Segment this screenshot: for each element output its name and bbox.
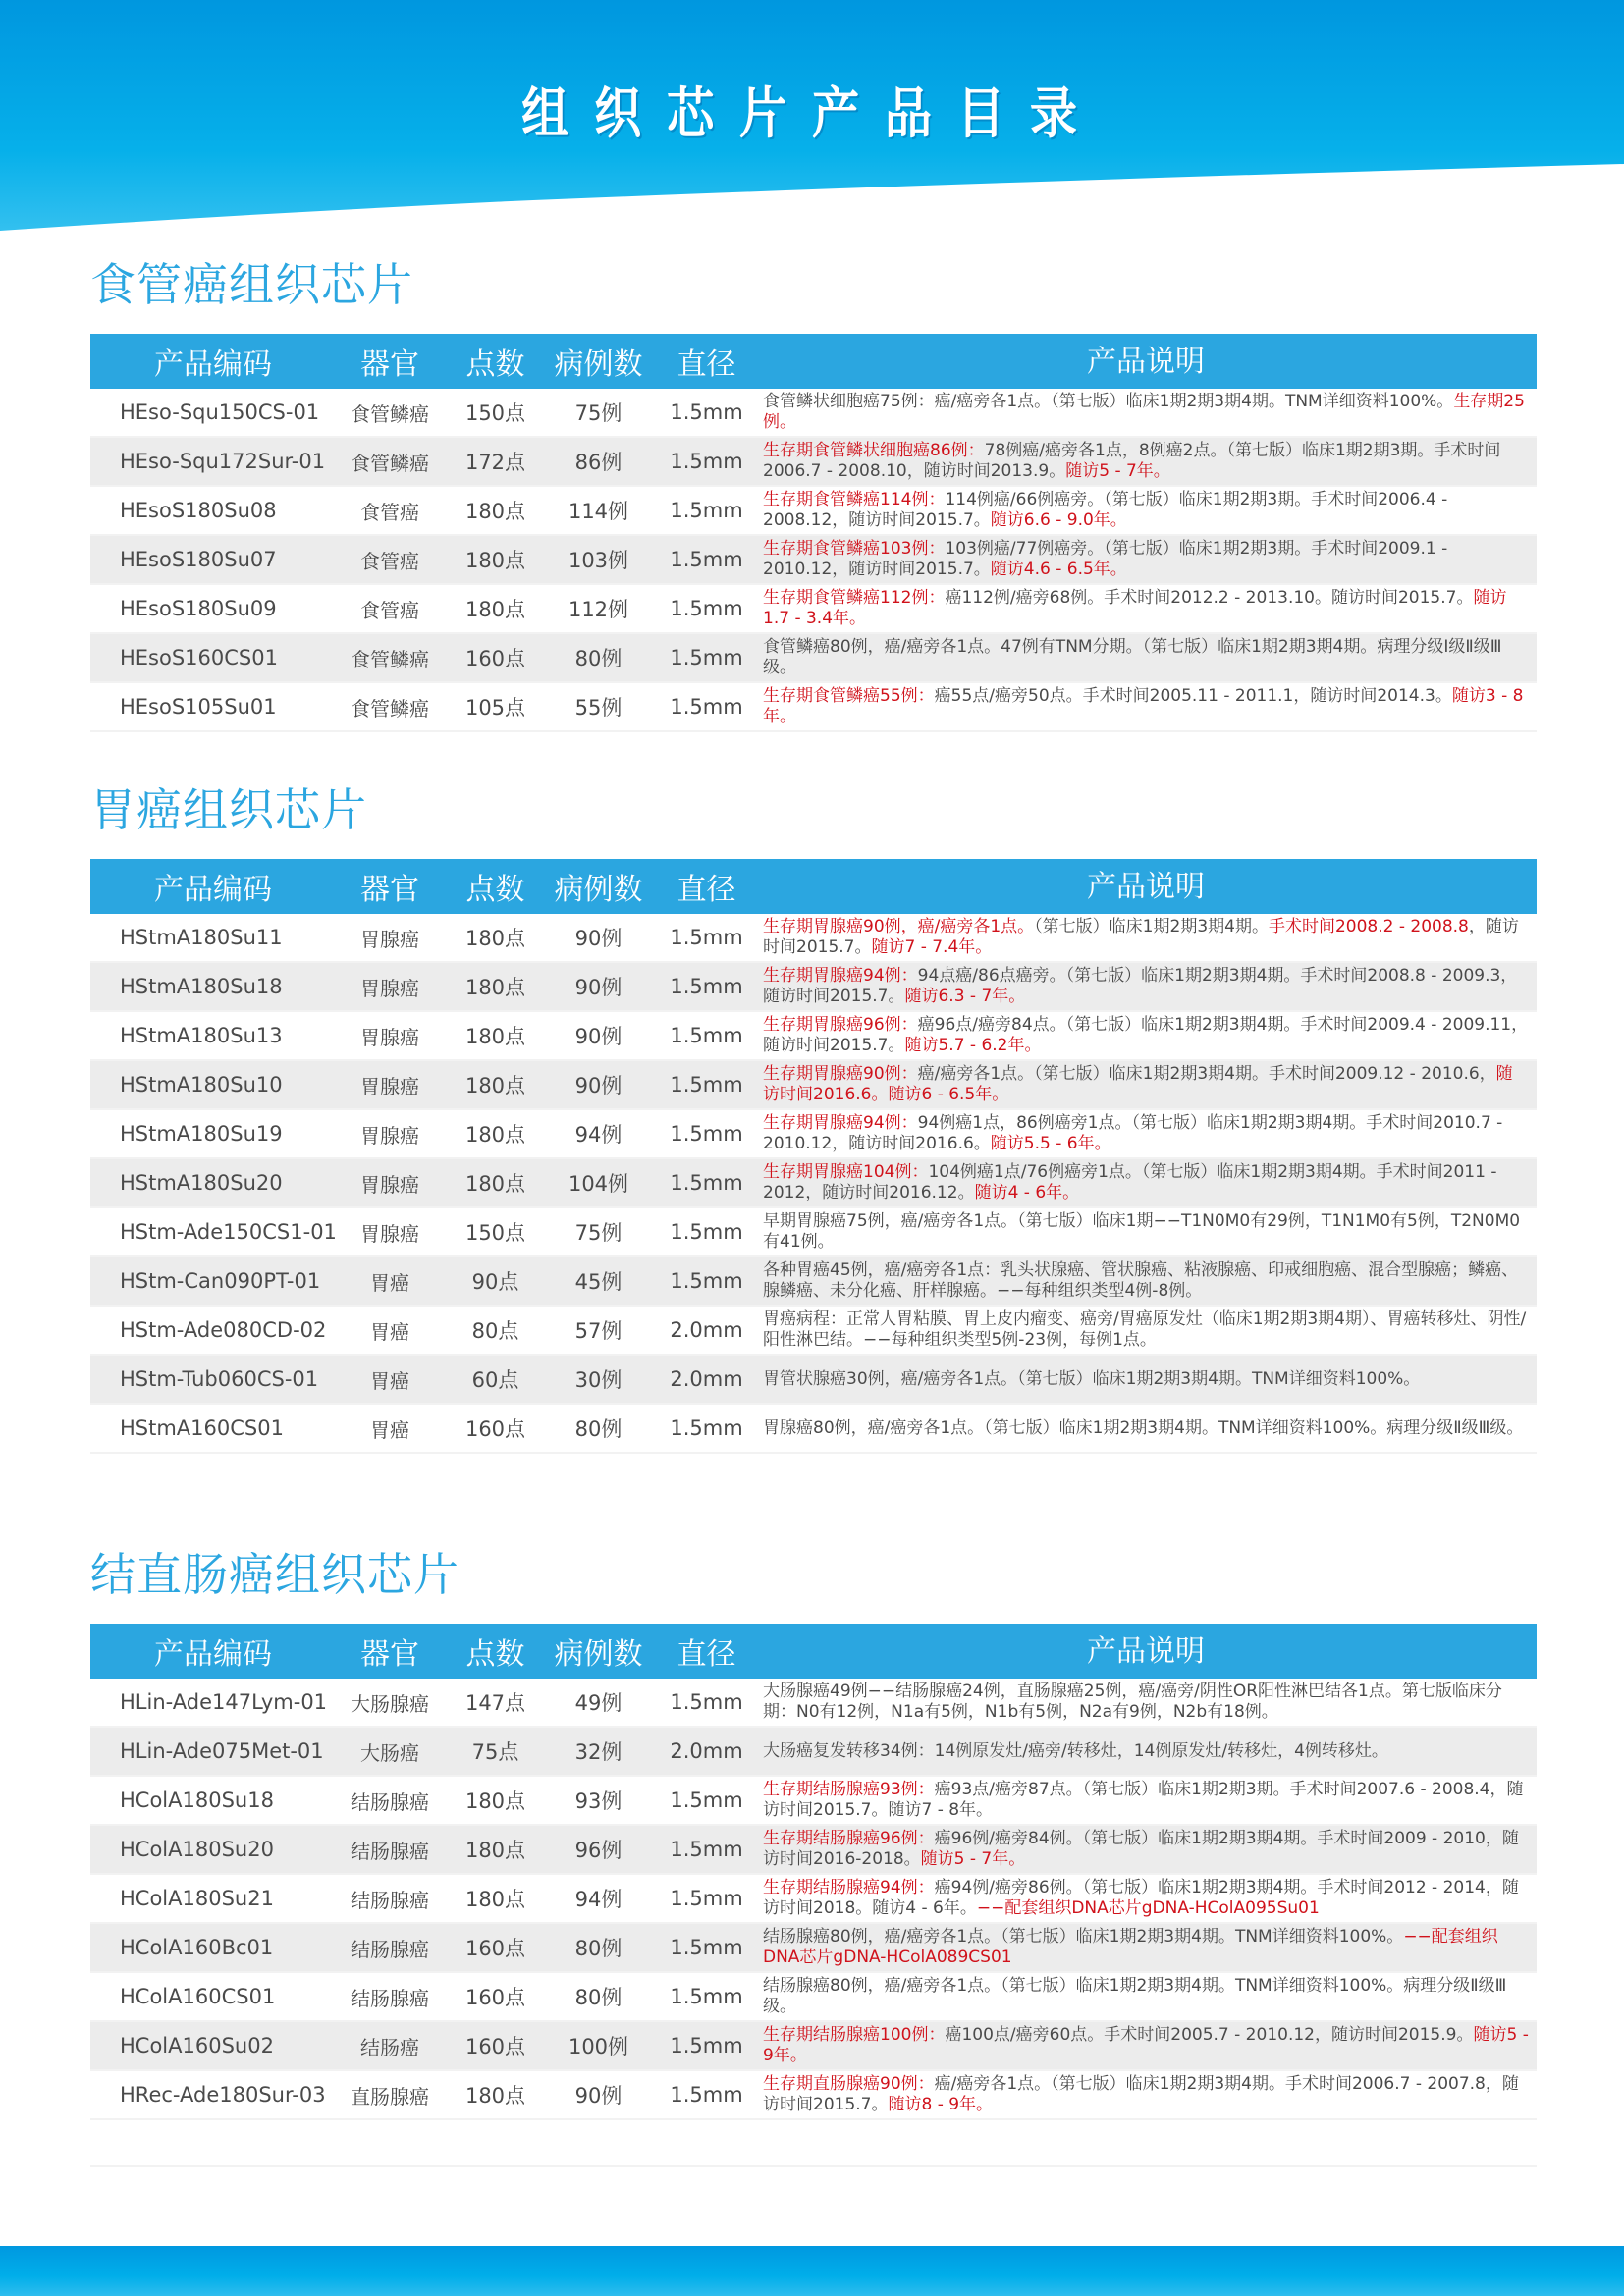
highlight-text: 生存期胃腺癌104例：: [763, 1162, 929, 1182]
table-row: [90, 1777, 1537, 1826]
organ: 胃癌: [370, 1270, 409, 1295]
description-text: 结肠腺癌80例，癌/癌旁各1点。（第七版）临床1期2期3期4期。TNM详细资料100%。病理分级Ⅱ级Ⅲ级。: [763, 1976, 1507, 2016]
table-row: [90, 1924, 1537, 1973]
col-header-organ: 器官: [360, 1637, 419, 1672]
point-count: 160点: [464, 1986, 526, 2009]
highlight-text: 随访8 - 9年。: [888, 2095, 994, 2114]
diameter: 1.5mm: [670, 1887, 743, 1910]
organ: 直肠腺癌: [351, 2084, 429, 2109]
organ: 结肠腺癌: [351, 1937, 429, 1961]
table-row: [90, 1405, 1537, 1454]
organ: 食管鳞癌: [351, 696, 429, 721]
highlight-text: 生存期结肠腺癌93例：: [763, 1780, 935, 1799]
highlight-text: 随访5 - 9年。: [763, 2025, 1529, 2065]
product-description: [763, 1418, 1537, 1439]
organ: 胃腺癌: [360, 1123, 419, 1148]
organ: 胃腺癌: [360, 1172, 419, 1197]
col-header-cases: 病例数: [554, 347, 643, 382]
point-count: 160点: [464, 1417, 526, 1441]
highlight-text: 生存期胃腺癌96例：: [763, 1015, 918, 1035]
product-code: HColA180Su21: [120, 1887, 274, 1910]
highlight-text: 生存期食管鳞癌55例：: [763, 686, 935, 706]
table-body: [90, 389, 1537, 732]
diameter: 1.5mm: [670, 2083, 743, 2107]
case-count: 80例: [574, 1986, 623, 2009]
description-text: 癌100点/癌旁60点。手术时间2005.7 - 2010.12，随访时间2015.9。: [945, 2025, 1474, 2045]
col-header-diameter: 直径: [677, 347, 736, 382]
diameter: 1.5mm: [670, 1024, 743, 1047]
product-code: HEsoS180Su08: [120, 499, 277, 522]
highlight-text: 生存期25例。: [763, 392, 1525, 432]
diameter: 2.0mm: [670, 1739, 743, 1763]
col-header-code: 产品编码: [154, 347, 272, 382]
organ: 食管鳞癌: [351, 401, 429, 426]
highlight-text: −−配套组织DNA芯片gDNA-HColA089CS01: [763, 1927, 1498, 1967]
section-title: 结直肠癌组织芯片: [90, 1548, 460, 1601]
table-row: [90, 914, 1537, 963]
product-description: [763, 539, 1537, 580]
description-text: 癌93点/癌旁87点。（第七版）临床1期2期3期。手术时间2007.6 - 2008.4，随访时间2015.7。随访7 - 8年。: [763, 1780, 1524, 1820]
description-text: 癌96点/癌旁84点。（第七版）临床1期2期3期4期。手术时间2009.4 - 2009.11，随访时间2015.7。: [763, 1015, 1529, 1055]
product-table: [90, 1624, 1537, 2167]
product-description: [763, 392, 1537, 433]
diameter: 1.5mm: [670, 1073, 743, 1096]
point-count: 180点: [464, 1025, 526, 1048]
section-esophageal: [90, 255, 1537, 732]
table-row: [90, 2071, 1537, 2120]
description-text: 94点癌/86点癌旁。（第七版）临床1期2期3期4期。手术时间2008.8 - 2009.3，随访时间2015.7。: [763, 966, 1518, 1006]
col-header-description: 产品说明: [1087, 344, 1205, 379]
case-count: 90例: [574, 927, 623, 950]
highlight-text: 随访5.5 - 6年。: [990, 1134, 1111, 1153]
diameter: 2.0mm: [670, 1367, 743, 1391]
product-table: [90, 859, 1537, 1454]
point-count: 180点: [464, 1172, 526, 1196]
point-count: 75点: [471, 1740, 519, 1764]
highlight-text: 生存期结肠腺癌100例：: [763, 2025, 946, 2045]
product-code: HStm-Ade080CD-02: [120, 1318, 327, 1342]
case-count: 103例: [568, 549, 629, 572]
table-row: [90, 1307, 1537, 1356]
product-description: [763, 686, 1537, 727]
diameter: 1.5mm: [670, 1122, 743, 1146]
point-count: 150点: [464, 401, 526, 425]
description-text: 癌55点/癌旁50点。手术时间2005.11 - 2011.1，随访时间2014.3。: [934, 686, 1452, 706]
point-count: 160点: [464, 1937, 526, 1960]
table-row: [90, 1257, 1537, 1307]
description-text: 癌/癌旁各1点。（第七版）临床1期2期3期4期。手术时间2006.7 - 2007.8，随访时间2015.7。: [763, 2074, 1519, 2114]
product-description: [763, 1682, 1537, 1723]
point-count: 180点: [464, 1888, 526, 1911]
diameter: 1.5mm: [670, 975, 743, 998]
product-code: HStmA180Su20: [120, 1171, 283, 1195]
product-code: HColA160Su02: [120, 2034, 274, 2057]
organ: 胃腺癌: [360, 927, 419, 951]
product-code: HStmA180Su18: [120, 975, 283, 998]
product-code: HEso-Squ172Sur-01: [120, 450, 326, 473]
diameter: 1.5mm: [670, 1789, 743, 1812]
highlight-text: 生存期直肠腺癌90例：: [763, 2074, 935, 2094]
product-description: [763, 1309, 1537, 1351]
highlight-text: 生存期食管鳞癌112例：: [763, 588, 946, 608]
highlight-text: 随访时间2016.6。随访6 - 6.5年。: [763, 1064, 1513, 1104]
case-count: 93例: [574, 1789, 623, 1813]
case-count: 80例: [574, 1937, 623, 1960]
case-count: 86例: [574, 451, 623, 474]
case-count: 100例: [568, 2035, 629, 2058]
case-count: 94例: [574, 1888, 623, 1911]
product-description: [763, 1113, 1537, 1154]
table-row: [90, 1061, 1537, 1110]
highlight-text: −−配套组织DNA芯片gDNA-HColA095Su01: [976, 1898, 1320, 1918]
highlight-text: 生存期结肠腺癌96例：: [763, 1829, 935, 1848]
table-row: [90, 1826, 1537, 1875]
diameter: 1.5mm: [670, 646, 743, 669]
organ: 胃腺癌: [360, 1025, 419, 1049]
point-count: 180点: [464, 1123, 526, 1147]
section-title: 胃癌组织芯片: [90, 783, 367, 836]
product-description: [763, 2025, 1537, 2066]
product-code: HEsoS160CS01: [120, 646, 278, 669]
table-row: [90, 487, 1537, 536]
product-description: [763, 966, 1537, 1007]
highlight-text: 生存期食管鳞癌103例：: [763, 539, 946, 559]
point-count: 160点: [464, 2035, 526, 2058]
organ: 食管鳞癌: [351, 451, 429, 475]
highlight-text: 随访5.7 - 6.2年。: [904, 1036, 1042, 1055]
description-text: 各种胃癌45例，癌/癌旁各1点：乳头状腺癌、管状腺癌、粘液腺癌、印戒细胞癌、混合型腺癌；鳞癌、腺鳞癌、未分化癌、肝样腺癌。−−每种组织类型4例-8例。: [763, 1260, 1519, 1301]
table-row: [90, 1728, 1537, 1777]
point-count: 80点: [471, 1319, 519, 1343]
col-header-cases: 病例数: [554, 873, 643, 907]
highlight-text: 随访4 - 6年。: [974, 1183, 1080, 1202]
table-row: [90, 1679, 1537, 1728]
organ: 结肠腺癌: [351, 1986, 429, 2010]
organ: 大肠癌: [360, 1740, 419, 1765]
product-description: [763, 1211, 1537, 1253]
product-code: HStm-Ade150CS1-01: [120, 1220, 337, 1244]
point-count: 105点: [464, 696, 526, 720]
description-text: （第七版）临床1期2期3期4期。: [1034, 917, 1269, 936]
case-count: 104例: [568, 1172, 629, 1196]
highlight-text: 随访7 - 7.4年。: [871, 937, 993, 957]
diameter: 1.5mm: [670, 1985, 743, 2008]
col-header-diameter: 直径: [677, 1637, 736, 1672]
table-row: [90, 1356, 1537, 1405]
point-count: 180点: [464, 2084, 526, 2108]
col-header-code: 产品编码: [154, 1637, 272, 1672]
table-row: [90, 1159, 1537, 1208]
point-count: 180点: [464, 598, 526, 621]
point-count: 90点: [471, 1270, 519, 1294]
case-count: 75例: [574, 1221, 623, 1245]
highlight-text: 生存期胃腺癌90例：: [763, 1064, 918, 1084]
col-header-cases: 病例数: [554, 1637, 643, 1672]
organ: 结肠腺癌: [351, 1839, 429, 1863]
table-row: [90, 536, 1537, 585]
description-text: ，随访时间2015.7。: [763, 917, 1519, 957]
highlight-text: 生存期食管鳞癌114例：: [763, 490, 946, 509]
product-description: [763, 2074, 1537, 2115]
organ: 大肠腺癌: [351, 1691, 429, 1716]
section-colorectal: [90, 1545, 1537, 2167]
case-count: 94例: [574, 1123, 623, 1147]
point-count: 180点: [464, 927, 526, 950]
table-row: [90, 438, 1537, 487]
page-title: 组织芯片产品目录: [521, 82, 1103, 146]
table-row: [90, 1208, 1537, 1257]
product-code: HLin-Ade075Met-01: [120, 1739, 324, 1763]
product-code: HEsoS180Su09: [120, 597, 277, 620]
product-description: [763, 1369, 1537, 1390]
diameter: 1.5mm: [670, 499, 743, 522]
product-code: HColA160CS01: [120, 1985, 276, 2008]
case-count: 90例: [574, 1025, 623, 1048]
col-header-code: 产品编码: [154, 873, 272, 907]
product-code: HRec-Ade180Sur-03: [120, 2083, 326, 2107]
point-count: 180点: [464, 1839, 526, 1862]
highlight-text: 随访1.7 - 3.4年。: [763, 588, 1507, 628]
case-count: 30例: [574, 1368, 623, 1392]
product-code: HStm-Tub060CS-01: [120, 1367, 319, 1391]
diameter: 1.5mm: [670, 1838, 743, 1861]
product-code: HStmA180Su11: [120, 926, 283, 949]
diameter: 1.5mm: [670, 400, 743, 424]
table-row: [90, 634, 1537, 683]
product-description: [763, 1878, 1537, 1919]
description-text: 78例癌/癌旁各1点，8例癌2点。（第七版）临床1期2期3期。手术时间2006.7 - 2008.10，随访时间2013.9。: [763, 441, 1501, 481]
organ: 结肠癌: [360, 2035, 419, 2059]
product-code: HEsoS180Su07: [120, 548, 277, 571]
description-text: 胃管状腺癌30例，癌/癌旁各1点。（第七版）临床1期2期3期4期。TNM详细资料100%。: [763, 1368, 1421, 1389]
organ: 胃腺癌: [360, 1221, 419, 1246]
diameter: 1.5mm: [670, 1171, 743, 1195]
product-description: [763, 1064, 1537, 1105]
product-description: [763, 1927, 1537, 1968]
product-code: HStm-Can090PT-01: [120, 1269, 321, 1293]
product-code: HStmA180Su13: [120, 1024, 283, 1047]
diameter: 1.5mm: [670, 2034, 743, 2057]
table-header: [90, 334, 1537, 389]
product-code: HLin-Ade147Lym-01: [120, 1690, 328, 1714]
description-text: 癌/癌旁各1点。（第七版）临床1期2期3期4期。手术时间2009.12 - 2010.6，: [917, 1064, 1496, 1084]
product-description: [763, 637, 1537, 678]
organ: 胃腺癌: [360, 976, 419, 1000]
organ: 食管鳞癌: [351, 647, 429, 671]
description-text: 103例癌/77例癌旁。（第七版）临床1期2期3期。手术时间2009.1 - 2010.12，随访时间2015.7。: [763, 539, 1448, 579]
organ: 食管癌: [360, 598, 419, 622]
highlight-text: 手术时间2008.2 - 2008.8: [1268, 917, 1469, 936]
product-description: [763, 917, 1537, 958]
table-row: [90, 1973, 1537, 2022]
description-text: 结肠腺癌80例，癌/癌旁各1点。（第七版）临床1期2期3期4期。TNM详细资料100%。: [763, 1927, 1404, 1947]
table-row: [90, 1110, 1537, 1159]
top-banner: [0, 0, 1624, 236]
point-count: 180点: [464, 1789, 526, 1813]
case-count: 32例: [574, 1740, 623, 1764]
highlight-text: 生存期胃腺癌94例：: [763, 1113, 918, 1133]
description-text: 早期胃腺癌75例，癌/癌旁各1点。（第七版）临床1期−−T1N0M0有29例，T1N1M0有5例，T2N0M0有41例。: [763, 1211, 1521, 1252]
section-title: 食管癌组织芯片: [90, 258, 413, 311]
highlight-text: 生存期胃腺癌94例：: [763, 966, 918, 986]
highlight-text: 随访6.6 - 9.0年。: [990, 510, 1127, 530]
point-count: 150点: [464, 1221, 526, 1245]
diameter: 1.5mm: [670, 1416, 743, 1440]
col-header-points: 点数: [465, 873, 525, 907]
col-header-points: 点数: [465, 347, 525, 382]
product-description: [763, 441, 1537, 482]
case-count: 75例: [574, 401, 623, 425]
point-count: 60点: [471, 1368, 519, 1392]
organ: 胃癌: [370, 1319, 409, 1344]
description-text: 胃癌病程：正常人胃粘膜、胃上皮内瘤变、癌旁/胃癌原发灶（临床1期2期3期4期）、胃癌转移灶、阴性/阳性淋巴结。−−每种组织类型5例-23例，每例1点。: [763, 1309, 1527, 1350]
organ: 胃腺癌: [360, 1074, 419, 1098]
description-text: 大肠腺癌49例−−结肠腺癌24例，直肠腺癌25例，癌/癌旁/阴性OR阳性淋巴结各1点。第七版临床分期：N0有12例，N1a有5例，N1b有5例，N2a有9例，N2b有18例。: [763, 1682, 1502, 1722]
table-body: [90, 914, 1537, 1454]
description-text: 114例癌/66例癌旁。（第七版）临床1期2期3期。手术时间2006.4 - 2008.12，随访时间2015.7。: [763, 490, 1448, 530]
product-description: [763, 1976, 1537, 2017]
case-count: 90例: [574, 976, 623, 999]
col-header-description: 产品说明: [1087, 1633, 1205, 1669]
product-code: HStmA180Su19: [120, 1122, 283, 1146]
case-count: 80例: [574, 647, 623, 670]
table-header: [90, 859, 1537, 914]
case-count: 90例: [574, 1074, 623, 1097]
product-description: [763, 1829, 1537, 1870]
diameter: 1.5mm: [670, 1269, 743, 1293]
product-code: HStmA180Su10: [120, 1073, 283, 1096]
point-count: 147点: [464, 1691, 526, 1715]
organ: 食管癌: [360, 549, 419, 573]
product-code: HEso-Squ150CS-01: [120, 400, 320, 424]
col-header-diameter: 直径: [677, 873, 736, 907]
description-text: 104例癌1点/76例癌旁1点。（第七版）临床1期2期3期4期。手术时间2011 - 2012，随访时间2016.12。: [763, 1162, 1497, 1202]
highlight-text: 随访5 - 7年。: [1065, 461, 1170, 481]
table-row: [90, 683, 1537, 732]
point-count: 180点: [464, 549, 526, 572]
highlight-text: 生存期结肠腺癌94例：: [763, 1878, 935, 1897]
highlight-text: 生存期食管鳞状细胞癌86例：: [763, 441, 985, 460]
col-header-points: 点数: [465, 1637, 525, 1672]
col-header-organ: 器官: [360, 873, 419, 907]
point-count: 180点: [464, 976, 526, 999]
point-count: 160点: [464, 647, 526, 670]
diameter: 1.5mm: [670, 597, 743, 620]
description-text: 94例癌1点，86例癌旁1点。（第七版）临床1期2期3期4期。手术时间2010.7 - 2010.12，随访时间2016.6。: [763, 1113, 1503, 1153]
description-text: 癌94例/癌旁86例。（第七版）临床1期2期3期4期。手术时间2012 - 2014，随访时间2018。随访4 - 6年。: [763, 1878, 1519, 1918]
section-gastric: [90, 780, 1537, 1454]
description-text: 食管鳞癌80例，癌/癌旁各1点。47例有TNM分期。（第七版）临床1期2期3期4期。病理分级Ⅰ级Ⅱ级Ⅲ级。: [763, 637, 1502, 677]
highlight-text: 随访4.6 - 6.5年。: [990, 560, 1127, 579]
table-row: [90, 585, 1537, 634]
description-text: 食管鳞状细胞癌75例：癌/癌旁各1点。（第七版）临床1期2期3期4期。TNM详细资料100%。: [763, 392, 1454, 411]
col-header-organ: 器官: [360, 347, 419, 382]
description-text: 大肠癌复发转移34例：14例原发灶/癌旁/转移灶，14例原发灶/转移灶，4例转移灶。: [763, 1740, 1388, 1761]
case-count: 114例: [568, 500, 629, 523]
diameter: 1.5mm: [670, 1220, 743, 1244]
case-count: 57例: [574, 1319, 623, 1343]
diameter: 1.5mm: [670, 1936, 743, 1959]
case-count: 49例: [574, 1691, 623, 1715]
product-description: [763, 1015, 1537, 1056]
table-body: [90, 1679, 1537, 2120]
product-code: HColA160Bc01: [120, 1936, 274, 1959]
organ: 胃癌: [370, 1368, 409, 1393]
organ: 结肠腺癌: [351, 1789, 429, 1814]
product-description: [763, 1741, 1537, 1762]
case-count: 96例: [574, 1839, 623, 1862]
product-description: [763, 1260, 1537, 1302]
diameter: 2.0mm: [670, 1318, 743, 1342]
table-row: [90, 963, 1537, 1012]
bottom-band: [0, 2246, 1624, 2296]
point-count: 180点: [464, 500, 526, 523]
highlight-text: 生存期胃腺癌90例，癌/癌旁各1点。: [763, 917, 1035, 936]
table-row: [90, 1875, 1537, 1924]
case-count: 55例: [574, 696, 623, 720]
table-row: [90, 2022, 1537, 2071]
description-text: 癌112例/癌旁68例。手术时间2012.2 - 2013.10。随访时间2015.7。: [945, 588, 1474, 608]
product-description: [763, 1162, 1537, 1203]
organ: 胃癌: [370, 1417, 409, 1442]
product-code: HColA180Su18: [120, 1789, 274, 1812]
empty-table-row: [90, 2120, 1537, 2167]
table-header: [90, 1624, 1537, 1679]
case-count: 80例: [574, 1417, 623, 1441]
case-count: 112例: [568, 598, 629, 621]
product-table: [90, 334, 1537, 732]
highlight-text: 随访3 - 8年。: [763, 686, 1524, 726]
organ: 食管癌: [360, 500, 419, 524]
col-header-description: 产品说明: [1087, 869, 1205, 904]
description-text: 癌96例/癌旁84例。（第七版）临床1期2期3期4期。手术时间2009 - 2010，随访时间2016-2018。: [763, 1829, 1519, 1869]
diameter: 1.5mm: [670, 548, 743, 571]
product-code: HStmA160CS01: [120, 1416, 284, 1440]
case-count: 90例: [574, 2084, 623, 2108]
product-description: [763, 1780, 1537, 1821]
table-row: [90, 389, 1537, 438]
diameter: 1.5mm: [670, 450, 743, 473]
table-row: [90, 1012, 1537, 1061]
description-text: 胃腺癌80例，癌/癌旁各1点。（第七版）临床1期2期3期4期。TNM详细资料100%。病理分级Ⅱ级Ⅲ级。: [763, 1417, 1524, 1438]
product-code: HEsoS105Su01: [120, 695, 277, 719]
diameter: 1.5mm: [670, 1690, 743, 1714]
diameter: 1.5mm: [670, 695, 743, 719]
product-description: [763, 490, 1537, 531]
point-count: 180点: [464, 1074, 526, 1097]
highlight-text: 随访5 - 7年。: [920, 1849, 1026, 1869]
product-description: [763, 588, 1537, 629]
highlight-text: 随访6.3 - 7年。: [904, 987, 1026, 1006]
point-count: 172点: [464, 451, 526, 474]
product-code: HColA180Su20: [120, 1838, 274, 1861]
diameter: 1.5mm: [670, 926, 743, 949]
case-count: 45例: [574, 1270, 623, 1294]
organ: 结肠腺癌: [351, 1888, 429, 1912]
